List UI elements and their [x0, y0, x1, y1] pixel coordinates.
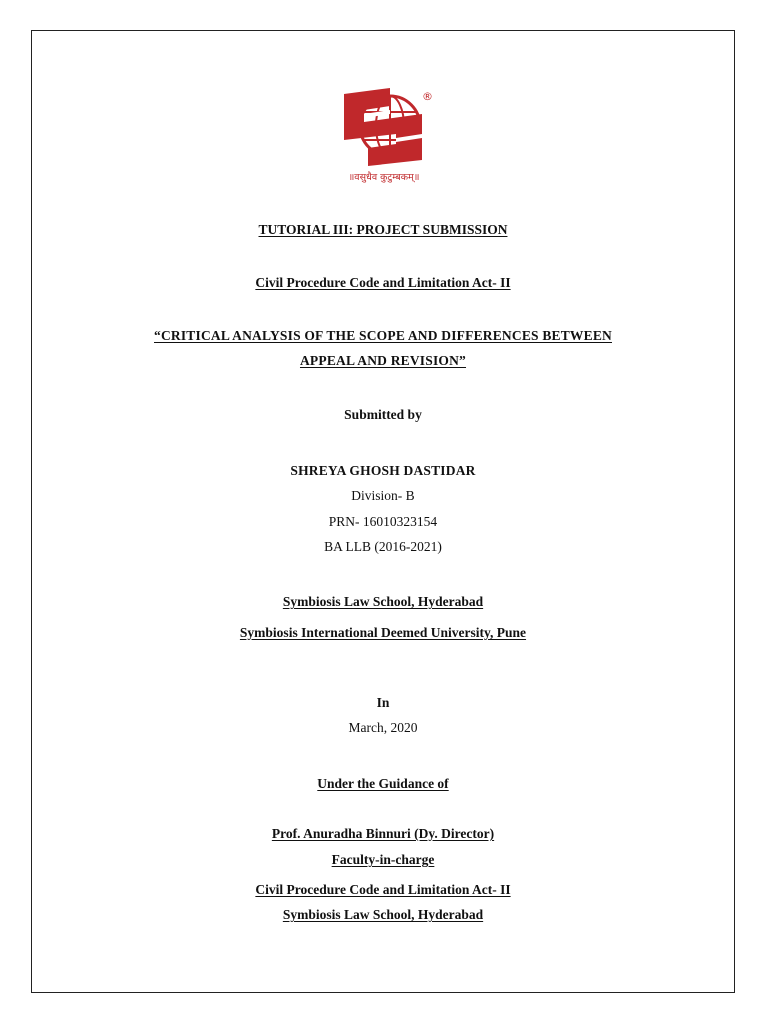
student-program: BA LLB (2016-2021)	[324, 539, 442, 554]
guidance-label: Under the Guidance of	[317, 776, 449, 791]
in-label: In	[376, 695, 390, 710]
guide-name: Prof. Anuradha Binnuri (Dy. Director)	[271, 826, 495, 841]
project-title-line1: “CRITICAL ANALYSIS OF THE SCOPE AND DIFFERENCES BETWEEN	[154, 328, 612, 343]
guide-school: Symbiosis Law School, Hyderabad	[282, 907, 484, 922]
student-division: Division- B	[351, 488, 415, 503]
university-name: Symbiosis International Deemed University, Pune	[239, 625, 527, 640]
submitted-by-label: Submitted by	[344, 407, 422, 422]
guide-course: Civil Procedure Code and Limitation Act- II	[255, 882, 511, 897]
registered-mark: ®	[422, 90, 433, 103]
tutorial-title: TUTORIAL III: PROJECT SUBMISSION	[258, 222, 508, 237]
project-title-line2: APPEAL AND REVISION”	[299, 353, 467, 368]
course-name: Civil Procedure Code and Limitation Act- II	[255, 275, 511, 290]
school-name: Symbiosis Law School, Hyderabad	[282, 594, 484, 609]
submission-date: March, 2020	[348, 720, 418, 735]
symbiosis-logo	[330, 84, 438, 184]
student-prn: PRN- 16010323154	[328, 514, 438, 529]
guide-role: Faculty-in-charge	[331, 852, 435, 867]
student-name: SHREYA GHOSH DASTIDAR	[290, 463, 476, 478]
motto-text: ॥वसुधैव कुटुम्बकम्॥	[348, 172, 420, 183]
